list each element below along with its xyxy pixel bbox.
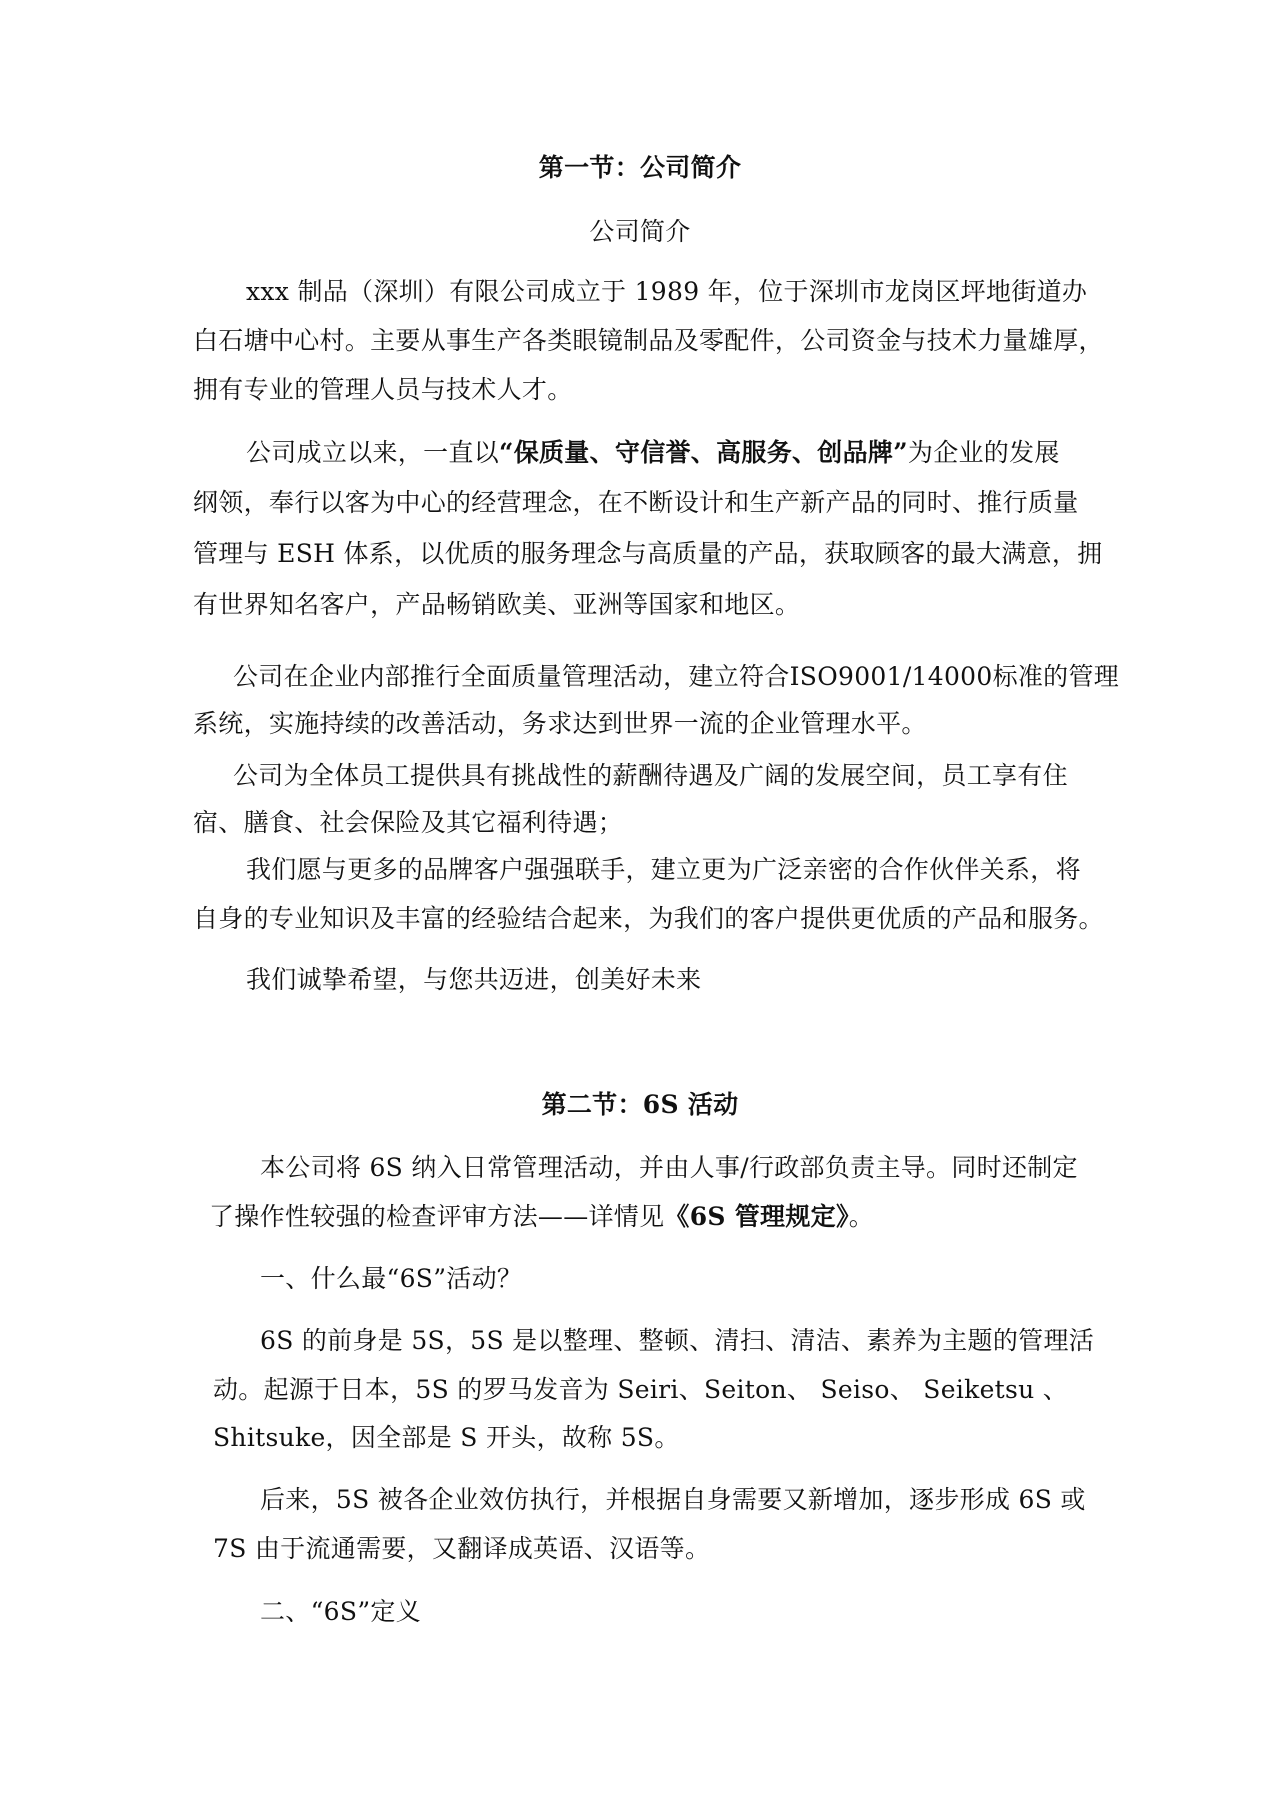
intro-paragraph-line-2: 白石塘中心村。主要从事生产各类眼镜制品及零配件，公司资金与技术力量雄厚， — [193, 326, 1104, 355]
mission-paragraph-line-4: 有世界知名客户，产品畅销欧美、亚洲等国家和地区。 — [193, 590, 801, 619]
mission-text-post: 为企业的发展 — [907, 438, 1060, 467]
5s-origin-line-3: Shitsuke，因全部是 S 开头，故称 5S。 — [213, 1423, 680, 1452]
partnership-paragraph-line-2: 自身的专业知识及丰富的经验结合起来，为我们的客户提供更优质的产品和服务。 — [193, 904, 1104, 933]
quality-paragraph-line-1: 公司在企业内部推行全面质量管理活动，建立符合ISO9001/14000标准的管理 — [233, 662, 1120, 691]
section1-subtitle: 公司简介 — [589, 217, 691, 246]
mission-text-pre: 公司成立以来，一直以 — [246, 438, 500, 467]
6s-intro-text-post: 。 — [848, 1202, 875, 1231]
partnership-paragraph-line-1: 我们愿与更多的品牌客户强强联手，建立更为广泛亲密的合作伙伴关系，将 — [246, 855, 1081, 884]
5s-origin-line-1: 6S 的前身是 5S，5S 是以整理、整顿、清扫、清洁、素养为主题的管理活 — [260, 1326, 1095, 1355]
question-1-heading: 一、什么最“6S”活动？ — [260, 1264, 523, 1293]
mission-paragraph-line-3: 管理与 ESH 体系，以优质的服务理念与高质量的产品，获取顾客的最大满意，拥 — [193, 539, 1103, 568]
intro-paragraph-line-1: xxx 制品（深圳）有限公司成立于 1989 年，位于深圳市龙岗区坪地街道办 — [246, 277, 1088, 306]
mission-slogan: “保质量、守信誉、高服务、创品牌” — [499, 438, 908, 467]
question-2-heading: 二、“6S”定义 — [260, 1597, 421, 1626]
benefits-paragraph-line-1: 公司为全体员工提供具有挑战性的薪酬待遇及广阔的发展空间，员工享有住 — [233, 761, 1068, 790]
intro-paragraph-line-3: 拥有专业的管理人员与技术人才。 — [193, 375, 573, 404]
5s-origin-line-2: 动。起源于日本，5S 的罗马发音为 Seiri、Seiton、 Seiso、 Seiketsu 、 — [213, 1375, 1069, 1404]
quality-paragraph-line-2: 系统，实施持续的改善活动，务求达到世界一流的企业管理水平。 — [193, 709, 927, 738]
benefits-paragraph-line-2: 宿、膳食、社会保险及其它福利待遇； — [193, 808, 624, 837]
6s-evolution-line-1: 后来，5S 被各企业效仿执行，并根据自身需要又新增加，逐步形成 6S 或 — [260, 1485, 1086, 1514]
6s-intro-line-1: 本公司将 6S 纳入日常管理活动，并由人事/行政部负责主导。同时还制定 — [260, 1153, 1078, 1182]
6s-intro-text-pre: 了操作性较强的检查评审方法——详情见 — [209, 1202, 665, 1231]
section1-heading: 第一节：公司简介 — [538, 153, 742, 182]
mission-paragraph-line-1 — [246, 437, 1060, 469]
6s-intro-line-2 — [209, 1201, 874, 1233]
6s-evolution-line-2: 7S 由于流通需要，又翻译成英语、汉语等。 — [213, 1534, 711, 1563]
mission-paragraph-line-2: 纲领，奉行以客为中心的经营理念，在不断设计和生产新产品的同时、推行质量 — [193, 488, 1079, 517]
closing-line: 我们诚挚希望，与您共迈进，创美好未来 — [246, 965, 702, 994]
6s-regulation-title: 《6S 管理规定》 — [664, 1202, 849, 1231]
section2-heading: 第二节：6S 活动 — [541, 1090, 739, 1119]
